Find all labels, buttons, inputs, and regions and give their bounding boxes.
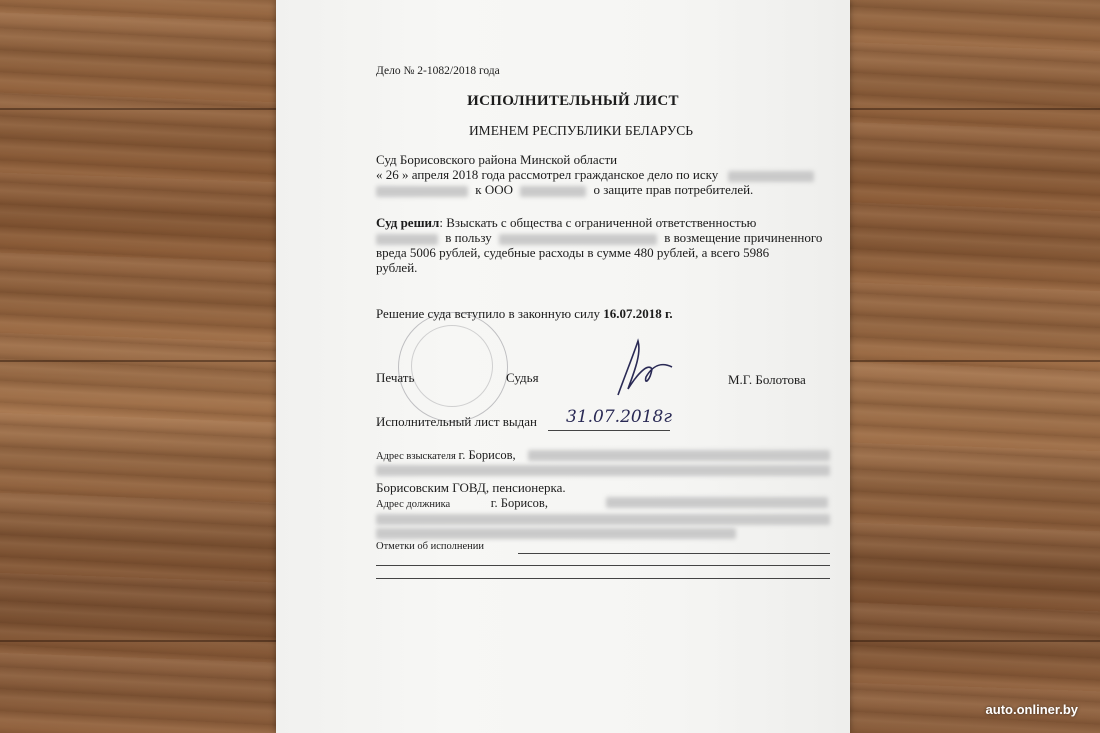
marks-label: Отметки об исполнении bbox=[376, 541, 485, 552]
in-favor-text: в пользу bbox=[445, 230, 492, 245]
redacted-debtor-address-3 bbox=[376, 528, 736, 539]
hearing-line-2 bbox=[376, 182, 753, 198]
decision-line-4: рублей. bbox=[376, 260, 418, 275]
effective-date: 16.07.2018 г. bbox=[603, 306, 673, 321]
redacted-company-2 bbox=[376, 234, 438, 245]
marks-line-3 bbox=[376, 578, 830, 579]
marks-line-1 bbox=[518, 553, 830, 554]
hearing-line bbox=[376, 167, 814, 183]
watermark: auto.onliner.by bbox=[985, 702, 1078, 717]
subject-text: о защите прав потребителей. bbox=[593, 182, 754, 197]
decision-line-2 bbox=[376, 230, 822, 246]
debtor-label: Адрес должника bbox=[376, 499, 451, 510]
document-sheet bbox=[276, 0, 850, 733]
claimant-line-3: Борисовским ГОВД, пенсионерка. bbox=[376, 480, 566, 495]
decision-line-1 bbox=[376, 215, 756, 231]
redacted-claimant-address-2 bbox=[376, 465, 830, 476]
redacted-debtor-address-2 bbox=[376, 514, 830, 525]
document-subtitle: ИМЕНЕМ РЕСПУБЛИКИ БЕЛАРУСЬ bbox=[468, 123, 694, 138]
redacted-claimant-address bbox=[528, 450, 830, 461]
redacted-company bbox=[520, 186, 586, 197]
compensation-text: в возмещение причиненного bbox=[664, 230, 823, 245]
redacted-plaintiff-2 bbox=[376, 186, 468, 197]
effective-text: Решение суда вступило в законную силу bbox=[376, 306, 600, 321]
document-title: ИСПОЛНИТЕЛЬНЫЙ ЛИСТ bbox=[467, 93, 679, 109]
redacted-plaintiff bbox=[728, 171, 814, 182]
judge-signature bbox=[608, 333, 682, 403]
seal-label: Печать bbox=[376, 370, 415, 385]
decision-line-3: вреда 5006 рублей, судебные расходы в сумме 480 рублей, а всего 5986 bbox=[376, 245, 770, 260]
claimant-city: г. Борисов, bbox=[458, 448, 516, 462]
claimant-label: Адрес взыскателя bbox=[376, 451, 456, 462]
marks-line-2 bbox=[376, 565, 830, 566]
case-number: Дело № 2-1082/2018 года bbox=[376, 65, 500, 77]
decision-text-1: : Взыскать с общества с ограниченной ответственностью bbox=[439, 215, 757, 230]
hearing-date-text: « 26 » апреля 2018 года рассмотрел гражданское дело по иску bbox=[376, 167, 719, 182]
effective-line bbox=[376, 306, 673, 322]
against-text: к ООО bbox=[475, 182, 513, 197]
debtor-line bbox=[376, 496, 548, 511]
redacted-recipient bbox=[499, 234, 657, 245]
decision-bold: Суд решил bbox=[376, 215, 440, 230]
issued-underline bbox=[548, 430, 670, 431]
court-seal bbox=[398, 312, 508, 422]
judge-name: М.Г. Болотова bbox=[728, 372, 806, 387]
debtor-city: г. Борисов, bbox=[490, 496, 548, 510]
redacted-debtor-address bbox=[606, 497, 828, 508]
issued-label: Исполнительный лист выдан bbox=[376, 414, 537, 429]
issued-handwritten-date: 31.07.2018г bbox=[566, 407, 672, 427]
judge-label: Судья bbox=[506, 370, 539, 385]
claimant-line bbox=[376, 448, 516, 463]
court-line: Суд Борисовского района Минской области bbox=[376, 152, 618, 167]
